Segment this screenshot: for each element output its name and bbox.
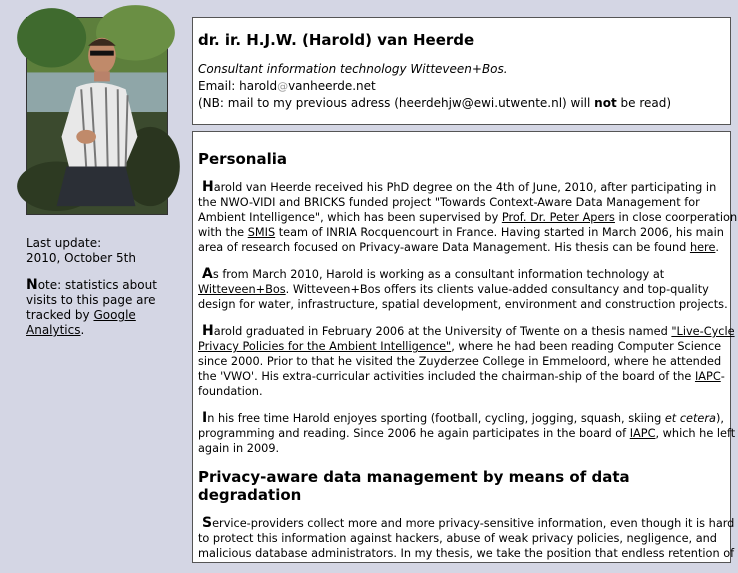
main-content-box xyxy=(192,131,738,563)
note-dropcap: N xyxy=(26,277,38,293)
job-role: Consultant information technology Witteveen+Bos. xyxy=(198,62,508,76)
personalia-paragraph-4 xyxy=(198,411,738,456)
paragraph-text: in close coorperation with the xyxy=(198,211,738,239)
personalia-heading: Personalia xyxy=(198,150,288,168)
master-thesis-link[interactable]: "Live-Cycle Privacy Policies for the Ambient Intelligence" xyxy=(198,325,735,353)
paragraph-text: -foundation. xyxy=(198,370,725,398)
last-update-label: Last update: xyxy=(26,236,102,250)
header-box xyxy=(192,17,731,125)
paragraph-text: , which he left again in 2009. xyxy=(198,427,736,455)
witteveen-bos-link[interactable]: Witteveen+Bos xyxy=(198,283,286,296)
note-end: . xyxy=(80,323,85,337)
email-line xyxy=(198,79,376,93)
paragraph-text: s from March 2010, Harold is working as a consultant information technology at xyxy=(212,268,665,281)
paragraph-text: arold van Heerde received his PhD degree on the 4th of June, 2010, after participating in the NWO-VIDI and BRICKS funded project "Towards Context-Aware Data Management for Ambient Intelligence", which has been supervised by xyxy=(198,181,717,224)
last-update xyxy=(26,236,166,266)
personalia-paragraph-2 xyxy=(198,267,738,312)
iapc-link-2[interactable]: IAPC xyxy=(629,427,656,440)
at-sign-icon: @ xyxy=(277,80,289,93)
paragraph-emphasis: et cetera xyxy=(664,412,716,425)
page-title: dr. ir. H.J.W. (Harold) van Heerde xyxy=(198,31,475,49)
paragraph-text: arold graduated in February 2006 at the University of Twente on a thesis named xyxy=(213,325,672,338)
dropcap: I xyxy=(202,410,208,426)
email-note-text: (NB: mail to my previous adress (heerdehjw@ewi.utwente.nl) will xyxy=(198,96,595,110)
privacy-paragraph-1 xyxy=(198,516,738,561)
iapc-link[interactable]: IAPC xyxy=(694,370,721,383)
email-note-bold: not xyxy=(594,96,617,110)
personalia-paragraph-1 xyxy=(198,180,738,255)
profile-photo xyxy=(26,17,168,215)
privacy-heading: Privacy-aware data management by means of data degradation xyxy=(198,468,630,504)
email-domain: vanheerde.net xyxy=(288,79,376,93)
email-note xyxy=(198,96,671,110)
paragraph-text: ervice-providers collect more and more privacy-sensitive information, even though it is hard to protect this information against hackers, abuse of weak privacy policies, negligence, and malicious database administrators. In my thesis, we take the position that endless retention of xyxy=(198,517,735,560)
google-analytics-link[interactable]: Google Analytics xyxy=(26,308,136,337)
dropcap: H xyxy=(202,179,214,195)
paragraph-text: team of INRIA Rocquencourt in France. Having started in March 2006, his main area of research focused on Privacy-aware Data Management. His thesis can be found xyxy=(198,226,724,254)
smis-link[interactable]: SMIS xyxy=(247,226,276,239)
thesis-link[interactable]: here xyxy=(689,241,716,254)
email-note-end: be read) xyxy=(616,96,672,110)
email-label: Email: xyxy=(198,79,240,93)
note-text: ote: statistics about visits to this page are tracked by xyxy=(26,278,157,322)
main-content xyxy=(198,146,738,573)
peter-apers-link[interactable]: Prof. Dr. Peter Apers xyxy=(501,211,615,224)
email-user: harold xyxy=(239,79,278,93)
analytics-note xyxy=(26,278,166,338)
paragraph-text: , where he had been reading Computer Science since 2000. Prior to that he visited the Zuyderzee College in Emmeloord, where he attended the 'VWO'. His extra-curricular activities included the chairman-ship of the board of the xyxy=(198,340,722,383)
dropcap: A xyxy=(202,266,213,282)
last-update-date: 2010, October 5th xyxy=(26,251,136,265)
paragraph-text: . Witteveen+Bos offers its clients value-added consultancy and top-quality design for water, infrastructure, spatial development, environment and construction projects. xyxy=(198,283,728,311)
personalia-paragraph-3 xyxy=(198,324,738,399)
paragraph-text: ), programming and reading. Since 2006 he again participates in the board of xyxy=(198,412,724,440)
dropcap: S xyxy=(202,515,213,531)
paragraph-text: n his free time Harold enjoyes sporting (football, cycling, jogging, squash, skiing xyxy=(207,412,665,425)
paragraph-text: . xyxy=(715,241,719,254)
dropcap: H xyxy=(202,323,214,339)
